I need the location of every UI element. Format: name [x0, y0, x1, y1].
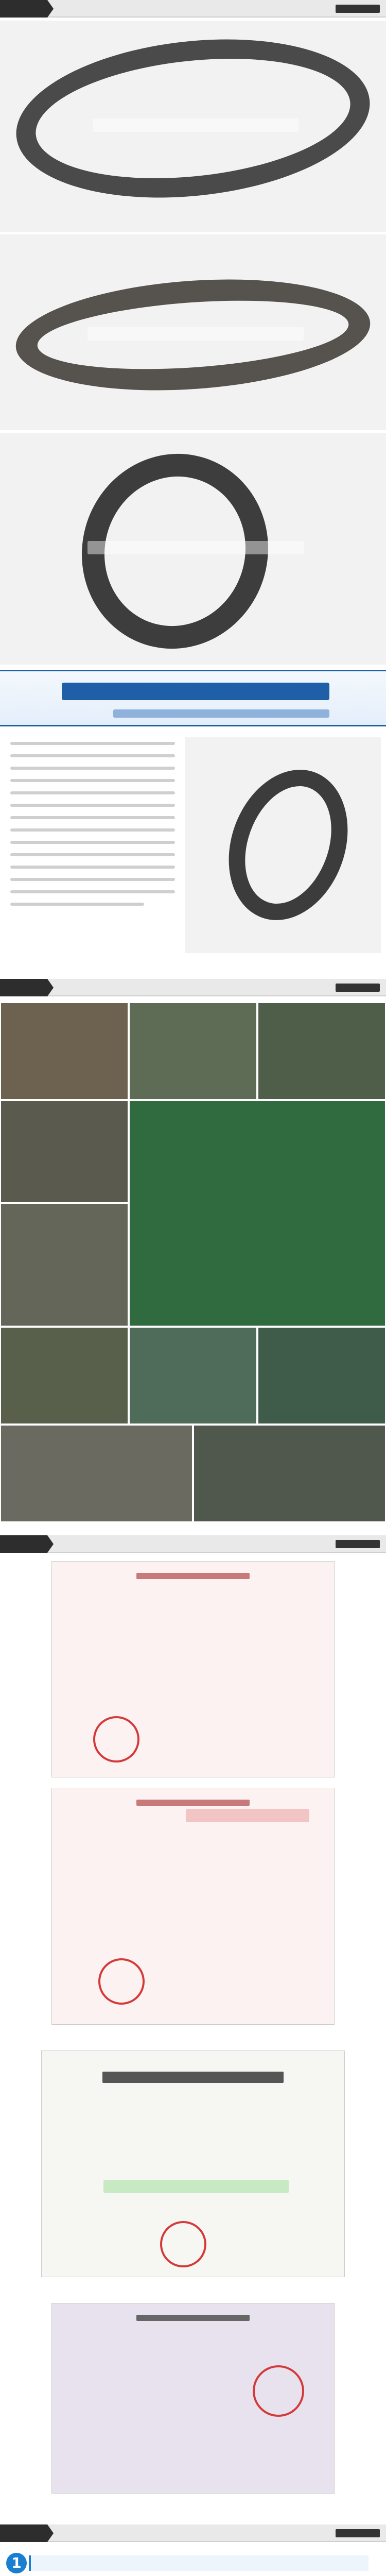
organization-code-certificate	[51, 2303, 335, 2494]
intro-product-photo	[185, 737, 381, 953]
notice-number-1: 1	[6, 2553, 27, 2573]
factory-photo	[129, 1002, 257, 1100]
section-header-about	[0, 1535, 386, 1553]
certificate-2	[51, 1788, 335, 2025]
business-license	[41, 2050, 345, 2277]
section-header-product	[0, 0, 386, 18]
factory-photo	[0, 1203, 129, 1327]
notice-title-1	[29, 2555, 369, 2571]
factory-photo-grid	[0, 1002, 386, 1522]
watermark	[103, 2180, 289, 2193]
factory-photo	[0, 1327, 129, 1425]
watermark	[186, 1809, 309, 1822]
watermark	[87, 541, 304, 554]
factory-photo	[0, 1100, 129, 1203]
company-name	[62, 683, 329, 700]
company-banner	[0, 670, 386, 726]
factory-photo	[0, 1425, 193, 1522]
section-header-company	[0, 979, 386, 996]
section-header-notice	[0, 2524, 386, 2542]
factory-photo	[129, 1327, 257, 1425]
red-seal	[93, 1716, 139, 1762]
company-slogan	[113, 709, 329, 718]
brand-logo	[336, 5, 380, 13]
product-photo-2	[0, 234, 386, 430]
product-photo-3	[0, 433, 386, 665]
factory-photo	[0, 1002, 129, 1100]
company-intro	[0, 732, 386, 958]
factory-photo	[193, 1425, 386, 1522]
certificate-1	[51, 1561, 335, 1777]
factory-photo-large	[129, 1100, 386, 1327]
red-seal	[98, 1958, 145, 2005]
factory-photo	[257, 1002, 386, 1100]
red-seal	[160, 2221, 206, 2267]
watermark	[87, 327, 304, 341]
watermark	[93, 118, 299, 132]
product-photo-1	[0, 21, 386, 232]
section-tab	[0, 0, 47, 18]
factory-photo	[257, 1327, 386, 1425]
red-seal	[253, 2365, 304, 2417]
